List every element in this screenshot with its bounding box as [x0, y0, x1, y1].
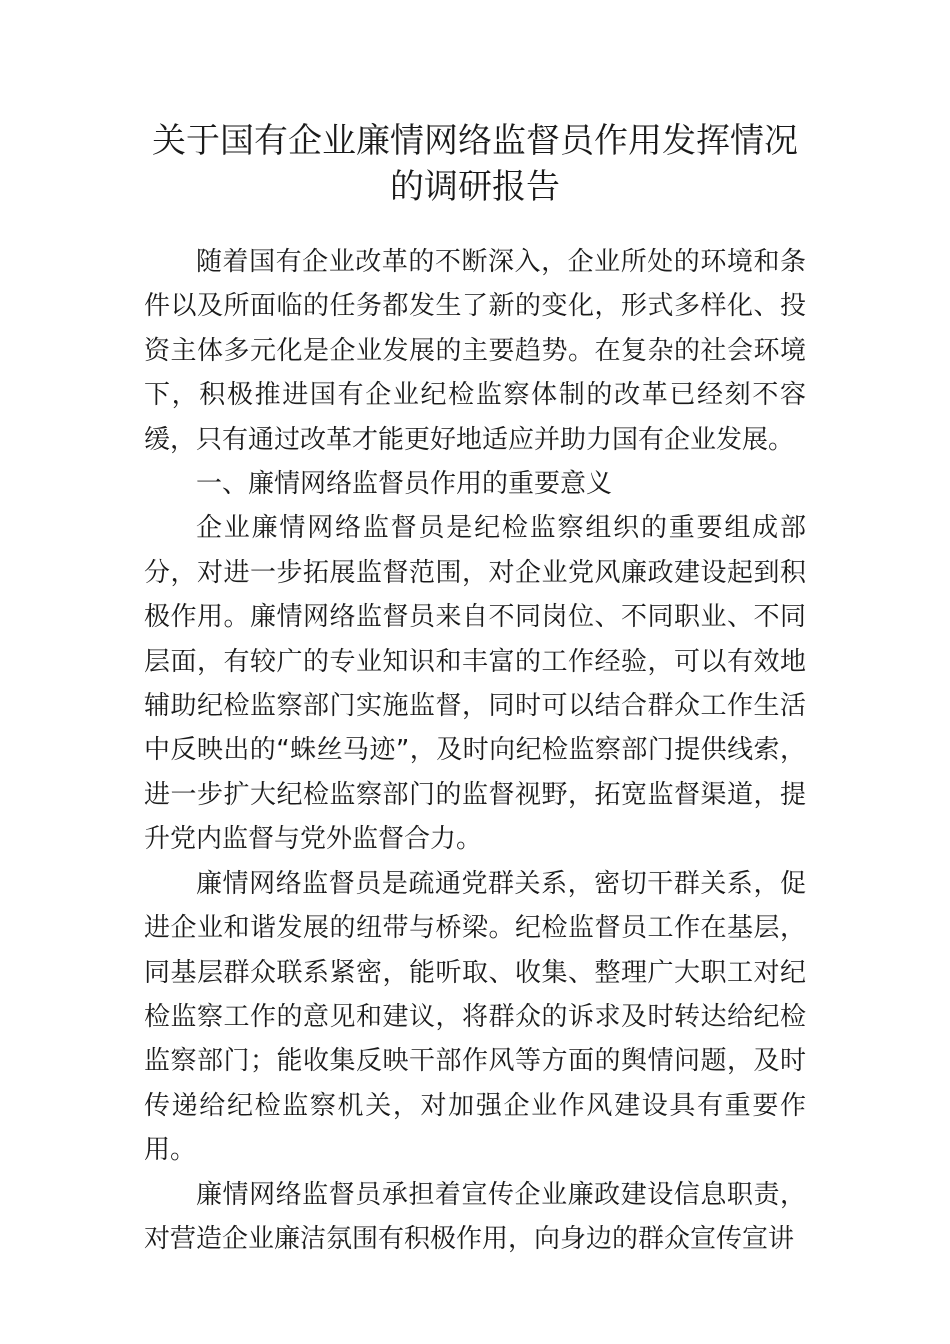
- section-heading: 一、廉情网络监督员作用的重要意义: [196, 469, 613, 500]
- document-title: 关于国有企业廉情网络监督员作用发挥情况的调研报告: [152, 121, 798, 207]
- body-paragraph: 廉情网络监督员是疏通党群关系，密切干群关系，促进企业和谐发展的纽带与桥梁。纪检监督员工作在基层，同基层群众联系紧密，能听取、收集、整理广大职工对纪检监察工作的意见和建议，将群众的诉求及时转达给纪检监察部门；能收集反映干部作风等方面的舆情问题，及时传递给纪检监察机关，对加强企业作风建设具有重要作用。: [144, 868, 806, 1166]
- body-paragraph: 廉情网络监督员承担着宣传企业廉政建设信息职责，对营造企业廉洁氛围有积极作用，向身边的群众宣传宣讲: [144, 1179, 806, 1254]
- document-body: [144, 240, 806, 1261]
- intro-paragraph: 随着国有企业改革的不断深入，企业所处的环境和条件以及所面临的任务都发生了新的变化，形式多样化、投资主体多元化是企业发展的主要趋势。在复杂的社会环境下，积极推进国有企业纪检监察体制的改革已经刻不容缓，只有通过改革才能更好地适应并助力国有企业发展。: [144, 247, 806, 455]
- body-paragraph: 企业廉情网络监督员是纪检监察组织的重要组成部分，对进一步拓展监督范围，对企业党风廉政建设起到积极作用。廉情网络监督员来自不同岗位、不同职业、不同层面，有较广的专业知识和丰富的工作经验，可以有效地辅助纪检监察部门实施监督，同时可以结合群众工作生活中反映出的“蛛丝马迹”，及时向纪检监察部门提供线索，进一步扩大纪检监察部门的监督视野，拓宽监督渠道，提升党内监督与党外监督合力。: [144, 513, 806, 855]
